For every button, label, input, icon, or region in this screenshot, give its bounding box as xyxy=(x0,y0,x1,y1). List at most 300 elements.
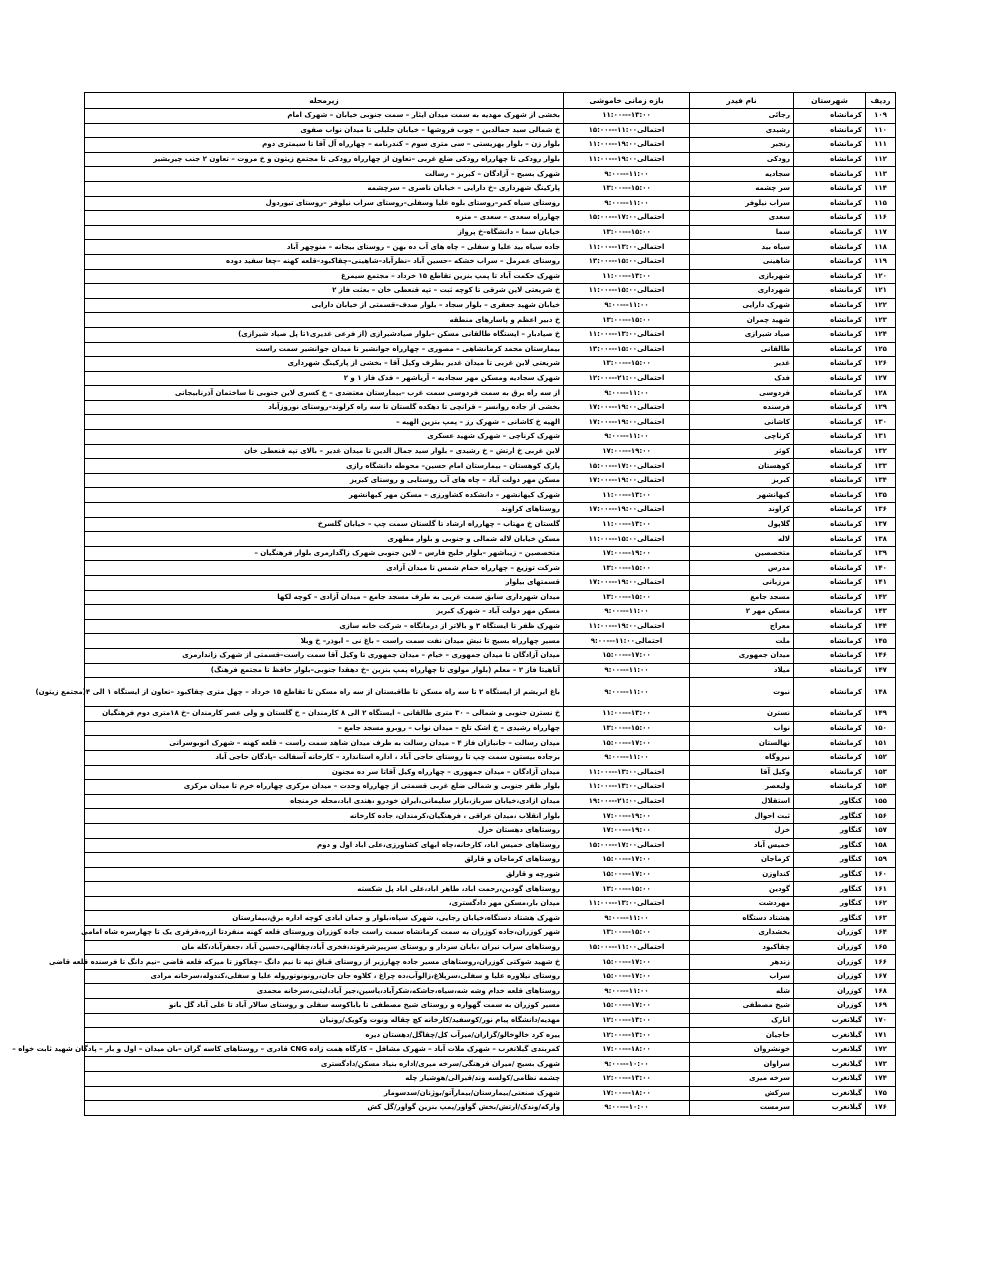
outage-time-cell: ۱۳:۰۰---۱۵:۰۰احتمالی xyxy=(564,342,690,357)
feeder-name-cell: خزل xyxy=(690,823,794,838)
sub-area-cell: خ شمالی سید جمالدین – چوب فروشها – خیابان جلیلی تا میدان نواب صفوی xyxy=(85,123,564,138)
feeder-name-cell: طالقانی xyxy=(690,342,794,357)
row-number-cell: ۱۲۳ xyxy=(866,313,896,328)
city-cell: کنگاور xyxy=(794,838,866,853)
feeder-name-cell: لاله xyxy=(690,532,794,547)
city-cell: کرمانشاه xyxy=(794,298,866,313)
row-number-cell: ۱۷۵ xyxy=(866,1086,896,1101)
city-cell: کوزران xyxy=(794,969,866,984)
feeder-name-cell: چقاکبود xyxy=(690,940,794,955)
table-row xyxy=(85,284,896,299)
feeder-name-cell: شله xyxy=(690,984,794,999)
outage-time-cell: ۱۵:۰۰---۱۱:۰۰احتمالی xyxy=(564,123,690,138)
outage-time-cell: ۱۷:۰۰---۱۹:۰۰ xyxy=(564,444,690,459)
feeder-name-cell: سراب xyxy=(690,969,794,984)
feeder-name-cell: مرزبانی xyxy=(690,576,794,591)
row-number-cell: ۱۴۳ xyxy=(866,605,896,620)
feeder-name-cell: مهردشت xyxy=(690,896,794,911)
feeder-name-cell: کوثر xyxy=(690,444,794,459)
sub-area-cell: شهرک هشتاد دستگاه،خیابان رجایی، شهرک سپاه،بلوار و جمان ابادی کوچه اداره برق،بیمارستان xyxy=(85,911,564,926)
outage-time-cell: ۱۱:۰۰---۱۳:۰۰ xyxy=(564,488,690,503)
feeder-name-cell: زندهر xyxy=(690,955,794,970)
city-cell: کرمانشاه xyxy=(794,736,866,751)
sub-area-cell: روستاهای دهستان خزل xyxy=(85,823,564,838)
sub-area-cell: شهرک کیهانشهر – دانشکده کشاورزی – مسکن مهر کیهانشهر xyxy=(85,488,564,503)
row-number-cell: ۱۶۱ xyxy=(866,882,896,897)
city-cell: کرمانشاه xyxy=(794,167,866,182)
row-number-cell: ۱۱۲ xyxy=(866,152,896,167)
feeder-name-cell: شهرداری xyxy=(690,284,794,299)
row-number-cell: ۱۶۳ xyxy=(866,911,896,926)
row-number-cell: ۱۶۵ xyxy=(866,940,896,955)
outage-time-cell: ۱۳:۰۰---۱۵:۰۰احتمالی xyxy=(564,254,690,269)
sub-area-cell: باغ ابریشم از ایستگاه ۲ تا سه راه مسکن تا طاقبستان از سه راه مسکن تا تقاطع ۱۵ خرداد – چهل متری چقاکبود –تعاون از ایستگاه ۱ الی ۴(مجتمع زیتون) xyxy=(85,678,564,707)
row-number-cell: ۱۵۹ xyxy=(866,853,896,868)
feeder-name-cell: شهرک دارایی xyxy=(690,298,794,313)
table-row xyxy=(85,503,896,518)
sub-area-cell: چشمه نظامی/کولسه وند/قبرالی/هوشیار چله xyxy=(85,1072,564,1087)
row-number-cell: ۱۷۲ xyxy=(866,1042,896,1057)
table-header-row xyxy=(85,93,896,109)
feeder-name-cell: سرخه میری xyxy=(690,1072,794,1087)
city-cell: کرمانشاه xyxy=(794,648,866,663)
sub-area-cell: بخشی از جاده روانسر – قرانچی تا دهکده گلستان تا سه راه کرلوند–روستای نوروزآباد xyxy=(85,400,564,415)
row-number-cell: ۱۲۹ xyxy=(866,400,896,415)
city-cell: کرمانشاه xyxy=(794,371,866,386)
sub-area-cell: چهارراه سعدی – سعدی – منزه xyxy=(85,211,564,226)
header-outage-time: بازه زمانی خاموشی xyxy=(564,93,690,109)
outage-time-cell: ۱۱:۰۰---۱۳:۰۰احتمالی xyxy=(564,765,690,780)
table-row xyxy=(85,648,896,663)
city-cell: گیلانغرب xyxy=(794,1013,866,1028)
city-cell: کرمانشاه xyxy=(794,721,866,736)
city-cell: کرمانشاه xyxy=(794,765,866,780)
outage-time-cell: ۱۲:۰۰---۱۳:۰۰ xyxy=(564,1072,690,1087)
row-number-cell: ۱۶۹ xyxy=(866,999,896,1014)
row-number-cell: ۱۴۲ xyxy=(866,590,896,605)
row-number-cell: ۱۲۷ xyxy=(866,371,896,386)
feeder-name-cell: رنجبر xyxy=(690,138,794,153)
feeder-name-cell: حاجیان xyxy=(690,1028,794,1043)
city-cell: کرمانشاه xyxy=(794,576,866,591)
table-row xyxy=(85,240,896,255)
sub-area-cell: شهرک صنعتی/بیمارستان/بیمارآتو/بوژنان/سدسومار xyxy=(85,1086,564,1101)
row-number-cell: ۱۲۴ xyxy=(866,327,896,342)
city-cell: گیلانغرب xyxy=(794,1072,866,1087)
city-cell: کرمانشاه xyxy=(794,109,866,124)
feeder-name-cell: مسجد جامع xyxy=(690,590,794,605)
feeder-name-cell: شیخ مصطفی xyxy=(690,999,794,1014)
outage-time-cell: ۱۱:۰۰---۱۳:۰۰احتمالی xyxy=(564,327,690,342)
city-cell: کرمانشاه xyxy=(794,254,866,269)
table-row xyxy=(85,619,896,634)
sub-area-cell: روستاهای کرماجان و قارلق xyxy=(85,853,564,868)
outage-time-cell: ۱۱:۰۰---۱۳:۰۰احتمالی xyxy=(564,896,690,911)
outage-time-cell: ۱۳:۰۰---۱۵:۰۰ xyxy=(564,313,690,328)
header-sub-area: زیرمحله xyxy=(85,93,564,109)
sub-area-cell: بلوار زن – بلوار بهزیستی – سی متری سوم – کندرنامه – چهارراه آل آقا تا سیمتری دوم xyxy=(85,138,564,153)
outage-time-cell: ۱۷:۰۰---۱۹:۰۰احتمالی xyxy=(564,473,690,488)
city-cell: کرمانشاه xyxy=(794,284,866,299)
row-number-cell: ۱۱۹ xyxy=(866,254,896,269)
feeder-name-cell: کبریز xyxy=(690,473,794,488)
sub-area-cell: میدان ازادی،خیابان سرباز،بازار سلیمانی،ایران خودرو ،هندی اباد،محله خرمنجاه xyxy=(85,794,564,809)
row-number-cell: ۱۲۶ xyxy=(866,357,896,372)
row-number-cell: ۱۵۵ xyxy=(866,794,896,809)
outage-time-cell: ۱۷:۰۰---۱۹:۰۰احتمالی xyxy=(564,400,690,415)
outage-time-cell: ۱۲:۰۰---۱۳:۰۰ xyxy=(564,1013,690,1028)
sub-area-cell: شهرک ظفر تا ایستگاه ۳ و بالاتر از درمانگاه – شرکت خانه سازی xyxy=(85,619,564,634)
sub-area-cell: ییره کرد خالوخالو/گزاران/میرآب کل/چقاگل/دهستان دیره xyxy=(85,1028,564,1043)
outage-time-cell: ۱۱:۰۰---۱۹:۰۰احتمالی xyxy=(564,152,690,167)
city-cell: کرمانشاه xyxy=(794,532,866,547)
city-cell: کوزران xyxy=(794,984,866,999)
feeder-name-cell: کراوند xyxy=(690,503,794,518)
outage-time-cell: ۱۱:۰۰---۱۳:۰۰ xyxy=(564,109,690,124)
feeder-name-cell: نواب xyxy=(690,721,794,736)
outage-time-cell: ۹:۰۰---۱۱:۰۰ xyxy=(564,984,690,999)
city-cell: کرمانشاه xyxy=(794,561,866,576)
table-row xyxy=(85,911,896,926)
city-cell: کرمانشاه xyxy=(794,269,866,284)
outage-time-cell: ۹:۰۰---۱۱:۰۰ xyxy=(564,678,690,707)
table-row xyxy=(85,707,896,722)
sub-area-cell: لاین غربی خ ارتش – خ رشیدی – بلوار سید جمال الدین تا میدان غدیر – بالای تپه قنعطی خان xyxy=(85,444,564,459)
outage-time-cell: ۹:۰۰---۱۰:۰۰ xyxy=(564,1057,690,1072)
city-cell: کرمانشاه xyxy=(794,181,866,196)
table-row xyxy=(85,605,896,620)
table-row xyxy=(85,1028,896,1043)
feeder-name-cell: استقلال xyxy=(690,794,794,809)
feeder-name-cell: انارک xyxy=(690,1013,794,1028)
sub-area-cell: روستاهای قلعه خدام وشه شه،سیاه،جاشکه،شکرآباد،یاسین،جیر آباد،لیتی،سرخانه محمدی xyxy=(85,984,564,999)
sub-area-cell: شهرک حکمت آباد تا پمپ بنزین تقاطع ۱۵ خرداد – مجتمع سیمرغ xyxy=(85,269,564,284)
outage-time-cell: ۱۱:۰۰---۱۳:۰۰احتمالی xyxy=(564,240,690,255)
row-number-cell: ۱۴۰ xyxy=(866,561,896,576)
table-row xyxy=(85,794,896,809)
city-cell: کنگاور xyxy=(794,794,866,809)
outage-time-cell: ۱۱:۰۰---۱۵:۰۰احتمالی xyxy=(564,284,690,299)
table-row xyxy=(85,867,896,882)
table-row xyxy=(85,532,896,547)
sub-area-cell: پارکینگ شهرداری –خ دارایی – خیابان ناصری – سرچشمه xyxy=(85,181,564,196)
feeder-name-cell: گلاپول xyxy=(690,517,794,532)
outage-schedule-table xyxy=(12,92,896,1116)
outage-time-cell: ۱۳:۰۰---۱۵:۰۰ xyxy=(564,561,690,576)
city-cell: کرمانشاه xyxy=(794,225,866,240)
feeder-name-cell: ثبت احوال xyxy=(690,809,794,824)
row-number-cell: ۱۳۲ xyxy=(866,444,896,459)
table-row xyxy=(85,838,896,853)
city-cell: کرمانشاه xyxy=(794,459,866,474)
sub-area-cell: شرکت توزیع – چهارراه حمام شمس تا میدان آزادی xyxy=(85,561,564,576)
table-row xyxy=(85,634,896,649)
row-number-cell: ۱۵۶ xyxy=(866,809,896,824)
table-row xyxy=(85,138,896,153)
row-number-cell: ۱۵۴ xyxy=(866,780,896,795)
sub-area-cell: متخصصین – زیباشهر –بلوار خلیج فارس – لاین جنوبی شهرک زاگدارمری بلوار فرهنگیان – xyxy=(85,546,564,561)
city-cell: کرمانشاه xyxy=(794,313,866,328)
feeder-name-cell: سراوان xyxy=(690,1057,794,1072)
outage-time-cell: ۱۵:۰۰---۱۷:۰۰احتمالی xyxy=(564,838,690,853)
header-row-number: ردیف xyxy=(866,93,896,109)
sub-area-cell: بلوار رودکی تا چهارراه رودکی ضلع غربی –تعاون از چهارراه رودکی تا مجتمع زیتون و خ مروت – تعاون ۲ جنب چیربشیر xyxy=(85,152,564,167)
sub-area-cell: شهرک بسیج – آزادگان – کبریز – رسالت xyxy=(85,167,564,182)
table-row xyxy=(85,517,896,532)
city-cell: کرمانشاه xyxy=(794,590,866,605)
feeder-name-cell: سیاه بید xyxy=(690,240,794,255)
row-number-cell: ۱۳۹ xyxy=(866,546,896,561)
table-row xyxy=(85,488,896,503)
city-cell: کرمانشاه xyxy=(794,123,866,138)
outage-time-cell: ۱۹:۰۰---۲۱:۰۰احتمالی xyxy=(564,794,690,809)
outage-time-cell: ۱۷:۰۰---۱۸:۰۰ xyxy=(564,1086,690,1101)
city-cell: کرمانشاه xyxy=(794,488,866,503)
outage-time-cell: ۱۵:۰۰---۱۷:۰۰ xyxy=(564,955,690,970)
city-cell: گیلانغرب xyxy=(794,1042,866,1057)
table-row xyxy=(85,327,896,342)
feeder-name-cell: متخصصین xyxy=(690,546,794,561)
table-row xyxy=(85,663,896,678)
sub-area-cell: شهرک کرناچی – شهرک شهید عسکری xyxy=(85,430,564,445)
outage-time-cell: ۱۳:۰۰---۱۵:۰۰ xyxy=(564,590,690,605)
feeder-name-cell: وکیل آقا xyxy=(690,765,794,780)
row-number-cell: ۱۶۰ xyxy=(866,867,896,882)
table-row xyxy=(85,678,896,707)
row-number-cell: ۱۱۶ xyxy=(866,211,896,226)
feeder-name-cell: سرمست xyxy=(690,1101,794,1116)
outage-time-cell: ۱۱:۰۰---۱۹:۰۰احتمالی xyxy=(564,619,690,634)
table-row xyxy=(85,590,896,605)
feeder-name-cell: رودکی xyxy=(690,152,794,167)
row-number-cell: ۱۱۳ xyxy=(866,167,896,182)
table-row xyxy=(85,269,896,284)
outage-time-cell: ۱۵:۰۰---۱۷:۰۰ xyxy=(564,999,690,1014)
city-cell: کرمانشاه xyxy=(794,327,866,342)
city-cell: کرمانشاه xyxy=(794,634,866,649)
city-cell: کرمانشاه xyxy=(794,211,866,226)
city-cell: کوزران xyxy=(794,940,866,955)
sub-area-cell: مسیر چهارراه بسیج تا نبش میدان نفت سمت راست – باغ نی – ابوذر– خ ویلا xyxy=(85,634,564,649)
feeder-name-cell: مسکن مهر ۲ xyxy=(690,605,794,620)
outage-time-cell: ۱۱:۰۰---۱۳:۰۰ xyxy=(564,707,690,722)
row-number-cell: ۱۴۸ xyxy=(866,678,896,707)
sub-area-cell: روستاهای گودین،رحمت اباد، طاهر اباد،علی اباد پل شکسته xyxy=(85,882,564,897)
city-cell: کنگاور xyxy=(794,882,866,897)
row-number-cell: ۱۳۸ xyxy=(866,532,896,547)
feeder-name-cell: مدرس xyxy=(690,561,794,576)
feeder-name-cell: ملت xyxy=(690,634,794,649)
outage-time-cell: ۹:۰۰---۱۱:۰۰ xyxy=(564,750,690,765)
outage-time-cell: ۹:۰۰---۱۱:۰۰ xyxy=(564,663,690,678)
row-number-cell: ۱۵۱ xyxy=(866,736,896,751)
feeder-name-cell: صیاد شیرازی xyxy=(690,327,794,342)
city-cell: کرمانشاه xyxy=(794,678,866,707)
city-cell: کرمانشاه xyxy=(794,152,866,167)
feeder-name-cell: کرناچی xyxy=(690,430,794,445)
table-row xyxy=(85,969,896,984)
city-cell: کرمانشاه xyxy=(794,707,866,722)
sub-area-cell: میدان آزادگان – میدان جمهوری – چهارراه وکیل آقاتا سر ده مجنون xyxy=(85,765,564,780)
row-number-cell: ۱۲۸ xyxy=(866,386,896,401)
table-row xyxy=(85,473,896,488)
table-row xyxy=(85,823,896,838)
sub-area-cell: بلوار ظفر جنوبی و شمالی ضلع غربی قسمتی از چهارراه وحدت – میدان مرکزی چهارراه خرم تا میدان مرکزی xyxy=(85,780,564,795)
table-row xyxy=(85,1086,896,1101)
table-row xyxy=(85,430,896,445)
city-cell: کرمانشاه xyxy=(794,444,866,459)
outage-time-cell: ۱۳:۰۰---۱۵:۰۰ xyxy=(564,721,690,736)
table-row xyxy=(85,167,896,182)
outage-time-cell: ۱۳:۰۰---۱۵:۰۰ xyxy=(564,882,690,897)
row-number-cell: ۱۳۱ xyxy=(866,430,896,445)
table-row xyxy=(85,459,896,474)
table-row xyxy=(85,780,896,795)
sub-area-cell: گلستان خ مهتاب – چهارراه ارشاد تا گلستان سمت چپ – خیابان گلسرخ xyxy=(85,517,564,532)
sub-area-cell: روستاهای خمیس اباد، کارخانه،چاه ابهای کشاورزی،علی اباد اول و دوم xyxy=(85,838,564,853)
sub-area-cell: مسکن مهر دولت آباد – چاه های آب روستایی و روستای کبریز xyxy=(85,473,564,488)
row-number-cell: ۱۲۲ xyxy=(866,298,896,313)
sub-area-cell: خ نسترن جنوبی و شمالی – ۳۰ متری طالقانی – ایستگاه ۲ الی ۸ کارمندان – خ گلستان و ولی عصر کارمندان –خ ۱۸متری دوم فرهنگیان xyxy=(85,707,564,722)
row-number-cell: ۱۴۱ xyxy=(866,576,896,591)
table-row xyxy=(85,211,896,226)
table-row xyxy=(85,940,896,955)
table-row xyxy=(85,576,896,591)
outage-time-cell: ۹:۰۰---۱۱:۰۰ xyxy=(564,167,690,182)
table-row xyxy=(85,386,896,401)
outage-time-cell: ۱۱:۰۰---۱۳:۰۰ xyxy=(564,269,690,284)
outage-time-cell: ۱۲:۰۰---۱۳:۰۰ xyxy=(564,1028,690,1043)
sub-area-cell: شریعتی لاین غربی تا میدان غدیر بطرف وکیل آقا – بخشی از پارکینگ شهرداری xyxy=(85,357,564,372)
sub-area-cell: شهر کوزران،جاده کوزران به سمت کرمانشاه سمت راست جاده کوزران وروستای قلعه کهنه منفردتا ازره،قرقری یک تا چهارسره شاه امامی xyxy=(85,926,564,941)
feeder-name-cell: رجائی xyxy=(690,109,794,124)
table-row xyxy=(85,1042,896,1057)
city-cell: کرمانشاه xyxy=(794,400,866,415)
table-row xyxy=(85,123,896,138)
feeder-name-cell: خونشروان xyxy=(690,1042,794,1057)
feeder-name-cell: سجادیه xyxy=(690,167,794,182)
feeder-name-cell: میدان جمهوری xyxy=(690,648,794,663)
city-cell: کوزران xyxy=(794,926,866,941)
feeder-name-cell: سراب نیلوفر xyxy=(690,196,794,211)
table-row xyxy=(85,1013,896,1028)
city-cell: کرمانشاه xyxy=(794,780,866,795)
city-cell: کنگاور xyxy=(794,823,866,838)
outage-time-cell: ۱۵:۰۰---۱۷:۰۰ xyxy=(564,969,690,984)
sub-area-cell: خ شهید شوکتی کوزران،روستاهای مسیر جاده چهارزبر از روستای قباق تپه تا نیم دانگ –چغاکوز تا میرکه قلعه قاضی –نیم دانگ تا فرسنده قلعه قاضی xyxy=(85,955,564,970)
outage-table-sheet xyxy=(12,92,896,1116)
city-cell: کرمانشاه xyxy=(794,342,866,357)
outage-time-cell: ۱۷:۰۰---۱۹:۰۰احتمالی xyxy=(564,503,690,518)
table-row xyxy=(85,955,896,970)
outage-time-cell: ۹:۰۰---۱۱:۰۰ xyxy=(564,911,690,926)
table-row xyxy=(85,371,896,386)
feeder-name-cell: نسترن xyxy=(690,707,794,722)
city-cell: کوزران xyxy=(794,955,866,970)
city-cell: گیلانغرب xyxy=(794,1057,866,1072)
feeder-name-cell: رشیدی xyxy=(690,123,794,138)
table-row xyxy=(85,1057,896,1072)
sub-area-cell: وارکه/وندک/ارتش/بخش گواور/پمپ بنزین گواور/گل کش xyxy=(85,1101,564,1116)
city-cell: گیلانغرب xyxy=(794,1028,866,1043)
table-row xyxy=(85,415,896,430)
outage-time-cell: ۱۵:۰۰---۱۷:۰۰ xyxy=(564,736,690,751)
table-row xyxy=(85,109,896,124)
sub-area-cell: شهرک سجادیه ومسکن مهر سجادیه – آریاشهر – فدک فاز ۱ و ۲ xyxy=(85,371,564,386)
row-number-cell: ۱۵۳ xyxy=(866,765,896,780)
outage-time-cell: ۱۷:۰۰---۱۹:۰۰ xyxy=(564,546,690,561)
table-body xyxy=(12,109,896,1116)
row-number-cell: ۱۷۶ xyxy=(866,1101,896,1116)
row-number-cell: ۱۶۴ xyxy=(866,926,896,941)
outage-time-cell: ۱۷:۰۰---۱۹:۰۰احتمالی xyxy=(564,576,690,591)
feeder-name-cell: معراج xyxy=(690,619,794,634)
outage-time-cell: ۹:۰۰---۱۱:۰۰احتمالی xyxy=(564,634,690,649)
row-number-cell: ۱۳۳ xyxy=(866,459,896,474)
city-cell: گیلانغرب xyxy=(794,1086,866,1101)
sub-area-cell: قسمتهای بیلوار xyxy=(85,576,564,591)
feeder-name-cell: کوهستان xyxy=(690,459,794,474)
table-row xyxy=(85,225,896,240)
city-cell: کنگاور xyxy=(794,867,866,882)
table-row xyxy=(85,750,896,765)
table-row xyxy=(85,546,896,561)
feeder-name-cell: کاشانی xyxy=(690,415,794,430)
table-row xyxy=(85,999,896,1014)
outage-time-cell: ۹:۰۰---۱۱:۰۰ xyxy=(564,430,690,445)
row-number-cell: ۱۱۵ xyxy=(866,196,896,211)
row-number-cell: ۱۴۹ xyxy=(866,707,896,722)
table-row xyxy=(85,196,896,211)
table-row xyxy=(85,926,896,941)
feeder-name-cell: خمیس آباد xyxy=(690,838,794,853)
table-row xyxy=(85,298,896,313)
table-row xyxy=(85,1101,896,1116)
feeder-name-cell: غدیر xyxy=(690,357,794,372)
feeder-name-cell: نیروگاه xyxy=(690,750,794,765)
outage-time-cell: ۱۷:۰۰---۱۹:۰۰ xyxy=(564,809,690,824)
city-cell: کرمانشاه xyxy=(794,138,866,153)
outage-time-cell: ۱۵:۰۰---۱۷:۰۰احتمالی xyxy=(564,459,690,474)
row-number-cell: ۱۳۰ xyxy=(866,415,896,430)
table-row xyxy=(85,254,896,269)
row-number-cell: ۱۷۰ xyxy=(866,1013,896,1028)
city-cell: کنگاور xyxy=(794,896,866,911)
feeder-name-cell: کنداوزن xyxy=(690,867,794,882)
sub-area-cell: آناهیتا فاز ۲ – معلم (بلوار مولوی تا چهارراه پمپ بنزین –خ دهقدا جنوبی–بلوار حافظ تا مجتمع فرهنگ) xyxy=(85,663,564,678)
sub-area-cell: خ دبیر اعظم و پاسارهای منطقه xyxy=(85,313,564,328)
outage-time-cell: ۹:۰۰---۱۱:۰۰ xyxy=(564,196,690,211)
city-cell: کرمانشاه xyxy=(794,503,866,518)
feeder-name-cell: سعدی xyxy=(690,211,794,226)
row-number-cell: ۱۳۴ xyxy=(866,473,896,488)
sub-area-cell: کمربندی گیلانغرب – شهرک ملات آباد – شهرک مشافل – کارگاه همت زاده CNG قادری – روستاهای کاسه گران –بان میدان – اول و بار – پادگان شهید ثابت خواه – xyxy=(85,1042,564,1057)
feeder-name-cell: هشتاد دستگاه xyxy=(690,911,794,926)
sub-area-cell: میدان بار،مسکن مهر دادگستری، xyxy=(85,896,564,911)
feeder-name-cell: فدک xyxy=(690,371,794,386)
sub-area-cell: خ شریعتی لاین شرقی تا کوچه ثبت – تپه قنعطی خان – بعثت فاز ۲ xyxy=(85,284,564,299)
row-number-cell: ۱۵۰ xyxy=(866,721,896,736)
outage-time-cell: ۱۷:۰۰---۱۹:۰۰ xyxy=(564,823,690,838)
table-row xyxy=(85,342,896,357)
city-cell: کرمانشاه xyxy=(794,663,866,678)
feeder-name-cell: سما xyxy=(690,225,794,240)
city-cell: کرمانشاه xyxy=(794,619,866,634)
city-cell: کرمانشاه xyxy=(794,750,866,765)
row-number-cell: ۱۵۸ xyxy=(866,838,896,853)
row-number-cell: ۱۱۰ xyxy=(866,123,896,138)
city-cell: کرمانشاه xyxy=(794,415,866,430)
